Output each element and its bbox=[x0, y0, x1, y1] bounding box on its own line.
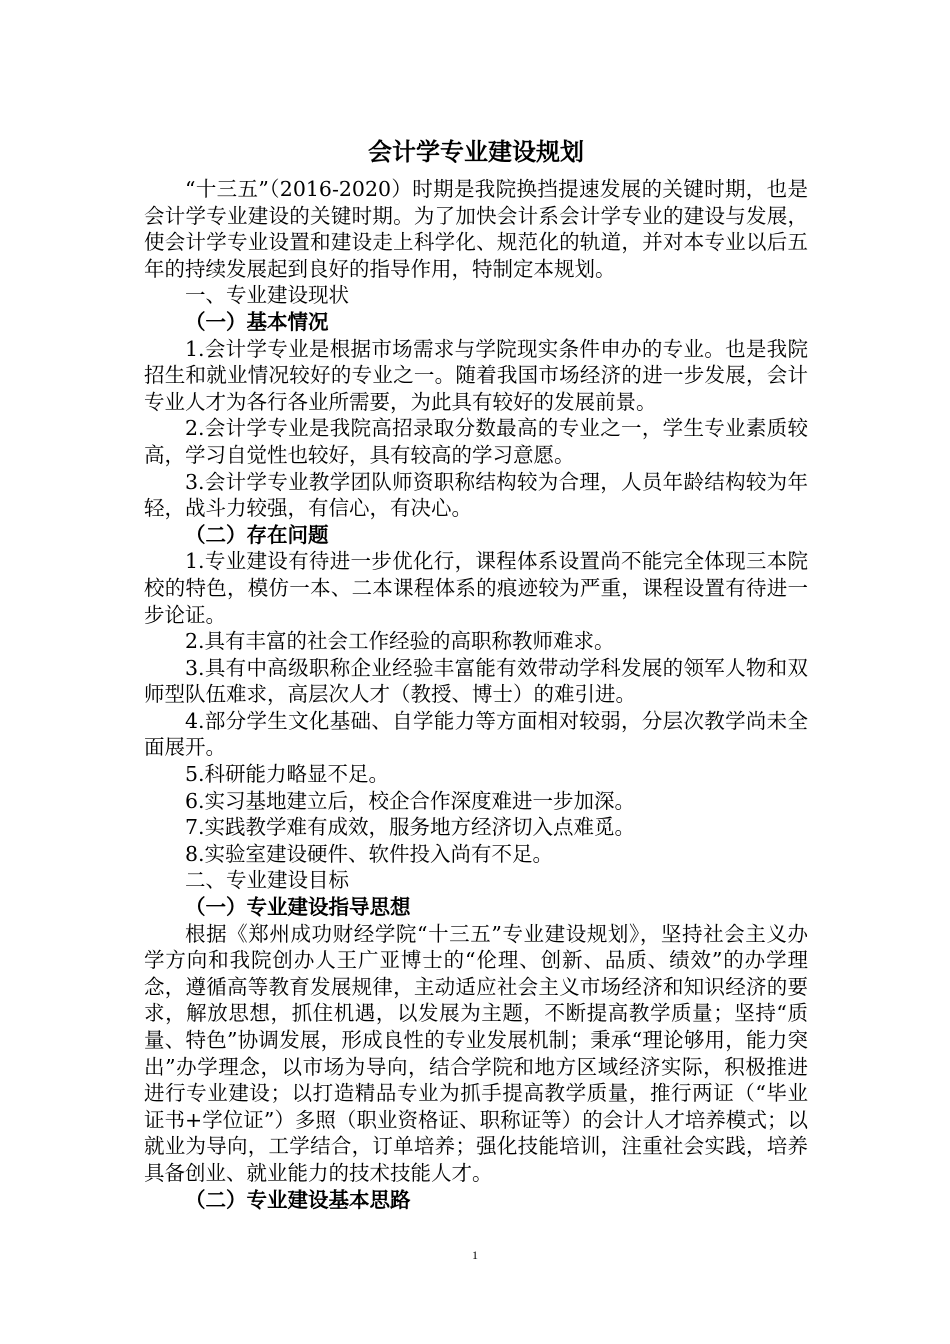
basic-item-2: 2.会计学专业是我院高招录取分数最高的专业之一，学生专业素质较高，学习自觉性也较好，具有较高的学习意愿。 bbox=[144, 416, 808, 467]
problem-item-4: 4.部分学生文化基础、自学能力等方面相对较弱，分层次教学尚未全面展开。 bbox=[144, 708, 808, 760]
subsection-heading-approach: （二）专业建设基本思路 bbox=[185, 1187, 411, 1212]
section-heading-1: 一、专业建设现状 bbox=[185, 283, 349, 308]
problem-item-8: 8.实验室建设硬件、软件投入尚有不足。 bbox=[185, 841, 554, 866]
document-title: 会计学专业建设规划 bbox=[368, 138, 584, 166]
subsection-heading-basic: （一）基本情况 bbox=[185, 309, 329, 334]
basic-item-1: 1.会计学专业是根据市场需求与学院现实条件申办的专业。也是我院招生和就业情况较好的专业之一。随着我国市场经济的进一步发展，会计专业人才为各行各业所需要，为此具有较好的发展前景。 bbox=[144, 336, 808, 414]
subsection-heading-guiding: （一）专业建设指导思想 bbox=[185, 895, 411, 920]
intro-paragraph: “十三五”（2016-2020）时期是我院换挡提速发展的关键时期，也是会计学专业建设的关键时期。为了加快会计系会计学专业的建设与发展，使会计学专业设置和建设走上科学化、规范化的轨道，并对本专业以后五年的持续发展起到良好的指导作用，特制定本规划。 bbox=[144, 177, 808, 281]
problem-item-2: 2.具有丰富的社会工作经验的高职称教师难求。 bbox=[185, 629, 615, 654]
document-body bbox=[144, 134, 808, 1213]
problem-item-3: 3.具有中高级职称企业经验丰富能有效带动学科发展的领军人物和双师型队伍难求，高层次人才（教授、博士）的难引进。 bbox=[144, 655, 808, 707]
problem-item-5: 5.科研能力略显不足。 bbox=[185, 762, 390, 787]
guiding-paragraph: 根据《郑州成功财经学院“十三五”专业建设规划》，坚持社会主义办学方向和我院创办人王广亚博士的“伦理、创新、品质、绩效”的办学理念，遵循高等教育发展规律，主动适应社会主义市场经济和知识经济的要求，解放思想，抓住机遇，以发展为主题，不断提高教学质量；坚持“质量、特色”协调发展，形成良性的专业发展机制；秉承“理论够用，能力突出”办学理念，以市场为导向，结合学院和地方区域经济实际，积极推进进行专业建设；以打造精品专业为抓手提高教学质量，推行两证（“毕业证书+学位证”）多照（职业资格证、职称证等）的会计人才培养模式；以就业为导向，工学结合，订单培养；强化技能培训，注重社会实践，培养具备创业、就业能力的技术技能人才。 bbox=[144, 921, 808, 1185]
problem-item-1: 1.专业建设有待进一步优化行，课程体系设置尚不能完全体现三本院校的特色，模仿一本、二本课程体系的痕迹较为严重，课程设置有待进一步论证。 bbox=[144, 549, 808, 627]
subsection-heading-problems: （二）存在问题 bbox=[185, 522, 329, 547]
section-heading-2: 二、专业建设目标 bbox=[185, 868, 349, 893]
problem-item-6: 6.实习基地建立后，校企合作深度难进一步加深。 bbox=[185, 788, 636, 813]
problem-item-7: 7.实践教学难有成效，服务地方经济切入点难觅。 bbox=[185, 815, 636, 840]
basic-item-3: 3.会计学专业教学团队师资职称结构较为合理，人员年龄结构较为年轻，战斗力较强，有信心，有决心。 bbox=[144, 469, 808, 521]
page-number: 1 bbox=[472, 1248, 478, 1262]
